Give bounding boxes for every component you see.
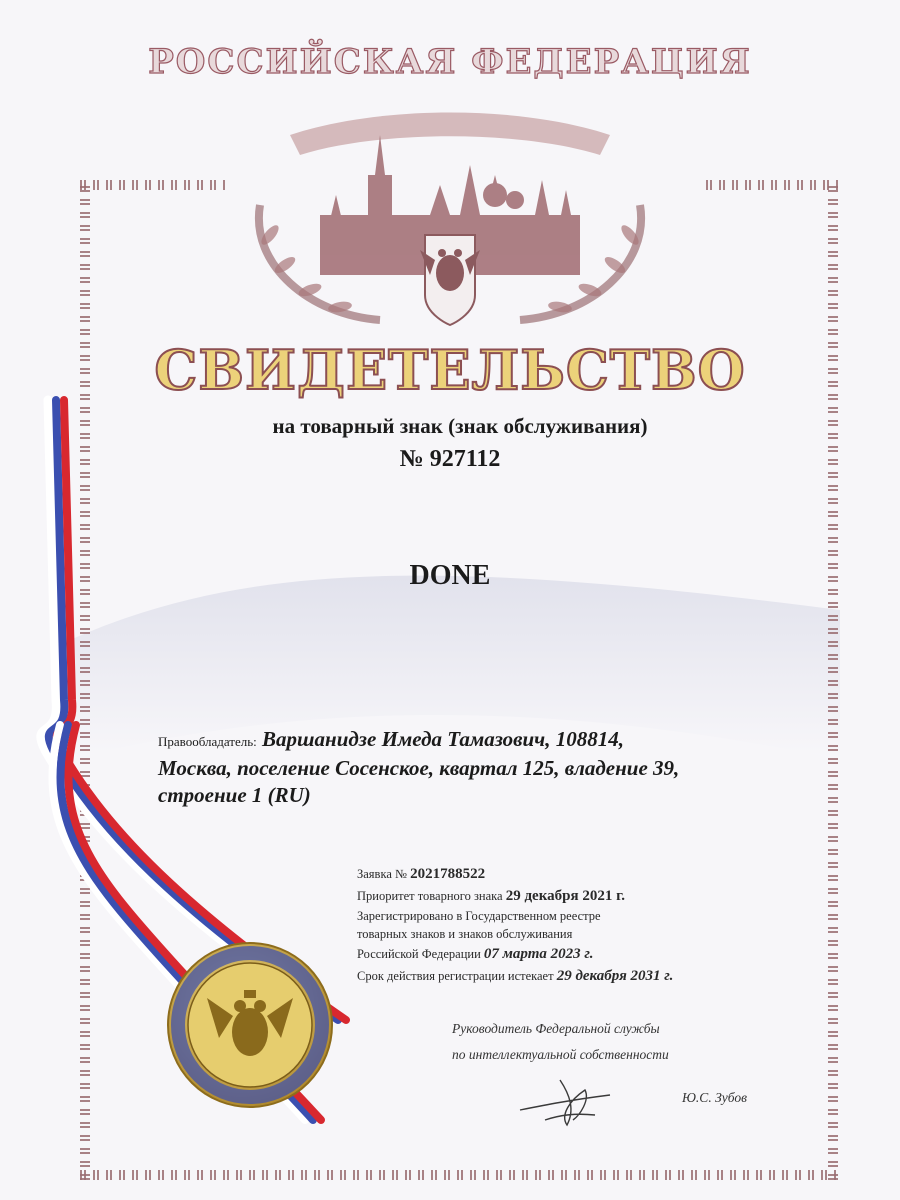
gold-seal-icon bbox=[145, 920, 355, 1130]
registered-line-3: Российской Федерации 07 марта 2023 г. bbox=[357, 946, 594, 962]
holder-address-line-3: строение 1 (RU) bbox=[158, 783, 311, 807]
certificate-subtitle: на товарный знак (знак обслуживания) bbox=[272, 414, 648, 438]
position-line-2: по интеллектуальной собственности bbox=[452, 1047, 669, 1062]
signatory-position bbox=[452, 1016, 792, 1068]
handwritten-signature bbox=[515, 1065, 625, 1135]
border-right bbox=[828, 180, 838, 1180]
application-number: 2021788522 bbox=[410, 866, 486, 882]
signatory-name: Ю.С. Зубов bbox=[682, 1090, 747, 1105]
kremlin-emblem-icon bbox=[230, 95, 670, 335]
registered-date: 07 марта 2023 г. bbox=[483, 946, 594, 962]
priority-line: Приоритет товарного знака 29 декабря 2021 г. bbox=[357, 888, 625, 904]
registered-line-2: товарных знаков и знаков обслуживания bbox=[357, 927, 573, 941]
registered-line-1: Зарегистрировано в Государственном реестре bbox=[357, 909, 601, 923]
holder-label: Правообладатель: bbox=[158, 734, 257, 749]
expiry-line: Срок действия регистрации истекает 29 декабря 2031 г. bbox=[357, 968, 674, 984]
holder-address-line-2: Москва, поселение Сосенское, квартал 125, владение 39, bbox=[158, 756, 680, 780]
certificate-title: СВИДЕТЕЛЬСТВО bbox=[154, 338, 746, 402]
certificate-number: № 927112 bbox=[399, 446, 501, 472]
expiry-date: 29 декабря 2031 г. bbox=[556, 968, 674, 984]
application-line: Заявка № 2021788522 bbox=[357, 866, 486, 882]
priority-date: 29 декабря 2021 г. bbox=[505, 888, 625, 904]
holder-name: Варшанидзе Имеда Тамазович, 108814, bbox=[262, 727, 624, 751]
position-line-1: Руководитель Федеральной службы bbox=[452, 1021, 660, 1036]
border-top-left bbox=[80, 180, 225, 190]
country-heading: РОССИЙСКАЯ ФЕДЕРАЦИЯ bbox=[148, 42, 752, 82]
trademark-text: DONE bbox=[409, 560, 491, 591]
registration-details bbox=[357, 863, 827, 987]
border-top-right bbox=[706, 180, 838, 190]
